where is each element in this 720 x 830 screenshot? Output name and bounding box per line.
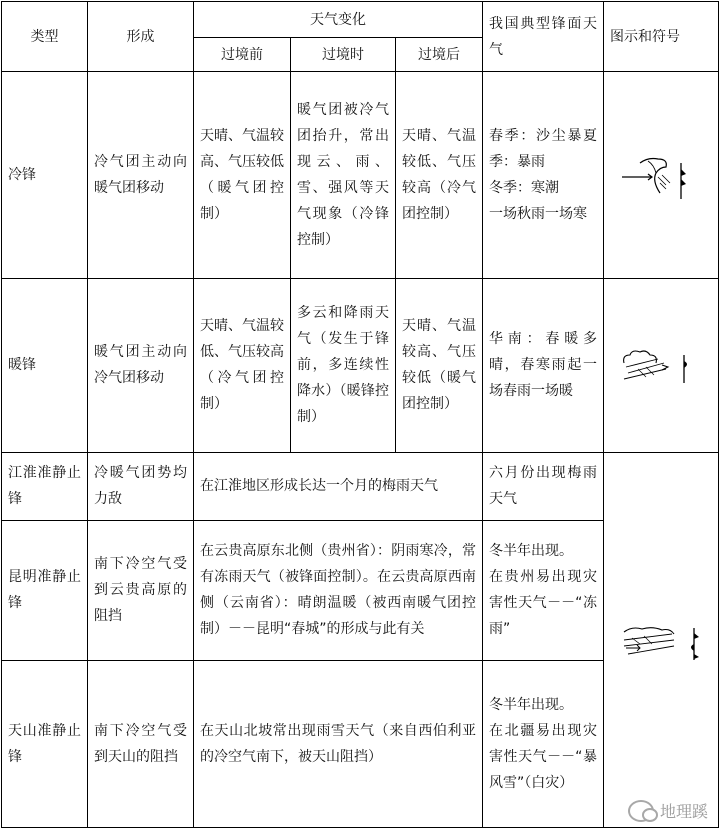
header-formation: 形成	[88, 2, 194, 72]
typical-line: 六月份出现梅雨天气	[489, 465, 597, 508]
table-row	[2, 72, 719, 279]
table-row	[2, 452, 719, 520]
front-formation: 南下冷空气受到云贵高原的阻挡	[88, 520, 194, 660]
typical-line: 冬半年出现。	[489, 696, 573, 713]
typical-weather	[483, 452, 604, 520]
weather-after: 天晴、气温较低、气压较高（冷气团控制）	[396, 72, 483, 279]
front-formation: 冷暖气团势均力敌	[88, 452, 194, 520]
weather-fronts-table	[1, 1, 719, 828]
weather-during: 暖气团被冷气团抬升，常出现云、雨、雪、强风等天气现象（冷锋控制）	[291, 72, 396, 279]
typical-line: 冬半年出现。	[489, 543, 573, 560]
diagram-cell	[604, 452, 719, 827]
cold-front-diagram	[618, 155, 698, 203]
front-type: 江淮准静止锋	[2, 452, 88, 520]
typical-weather	[483, 660, 604, 827]
front-formation: 南下冷空气受到天山的阻挡	[88, 660, 194, 827]
front-type: 暖锋	[2, 279, 88, 452]
typical-weather	[483, 72, 604, 279]
watermark-text: 地理蹊	[659, 802, 708, 821]
typical-line: 春季：沙尘暴夏季：暴雨	[489, 128, 597, 171]
wechat-icon	[628, 800, 654, 822]
weather-before: 天晴、气温较高、气压较低（暖气团控制）	[194, 72, 291, 279]
diagram-cell	[604, 279, 719, 452]
typical-line: 在北疆易出现灾害性天气－－“暴风雪”（白灾）	[489, 722, 597, 791]
header-typical-weather: 我国典型锋面天气	[483, 2, 604, 72]
typical-weather	[483, 279, 604, 452]
weather-before: 天晴、气温较低、气压较高（冷气团控制）	[194, 279, 291, 452]
weather-description: 在天山北坡常出现雨雪天气（来自西伯利亚的冷空气南下，被天山阻挡）	[194, 660, 483, 827]
header-diagram: 图示和符号	[604, 2, 719, 72]
header-type: 类型	[2, 2, 88, 72]
weather-after: 天晴、气温较高、气压较低（暖气团控制）	[396, 279, 483, 452]
typical-line: 冬季：寒潮	[489, 180, 559, 197]
front-formation: 暖气团主动向冷气团移动	[88, 279, 194, 452]
typical-line: 一场秋雨一场寒	[489, 206, 587, 223]
stationary-front-diagram	[618, 624, 708, 664]
header-row	[2, 2, 719, 38]
header-during: 过境时	[291, 38, 396, 72]
header-weather-change: 天气变化	[194, 2, 483, 38]
diagram-cell	[604, 72, 719, 279]
front-type: 冷锋	[2, 72, 88, 279]
weather-description: 在江淮地区形成长达一个月的梅雨天气	[194, 452, 483, 520]
front-type: 昆明准静止锋	[2, 520, 88, 660]
warm-front-diagram	[618, 349, 698, 389]
header-before: 过境前	[194, 38, 291, 72]
front-formation: 冷气团主动向暖气团移动	[88, 72, 194, 279]
typical-weather	[483, 520, 604, 660]
typical-line: 在贵州易出现灾害性天气－－“冻雨”	[489, 569, 597, 638]
weather-description: 在云贵高原东北侧（贵州省）：阴雨寒冷，常有冻雨天气（被锋面控制）。在云贵高原西南侧（云南省）：晴朗温暖（被西南暖气团控制）－－昆明“春城”的形成与此有关	[194, 520, 483, 660]
table-row	[2, 279, 719, 452]
watermark	[628, 799, 708, 822]
weather-during: 多云和降雨天气（发生于锋前，多连续性降水）（暖锋控制）	[291, 279, 396, 452]
typical-line: 华南：春暖多晴，春寒雨起一场春雨一场暖	[489, 331, 597, 400]
header-after: 过境后	[396, 38, 483, 72]
front-type: 天山准静止锋	[2, 660, 88, 827]
